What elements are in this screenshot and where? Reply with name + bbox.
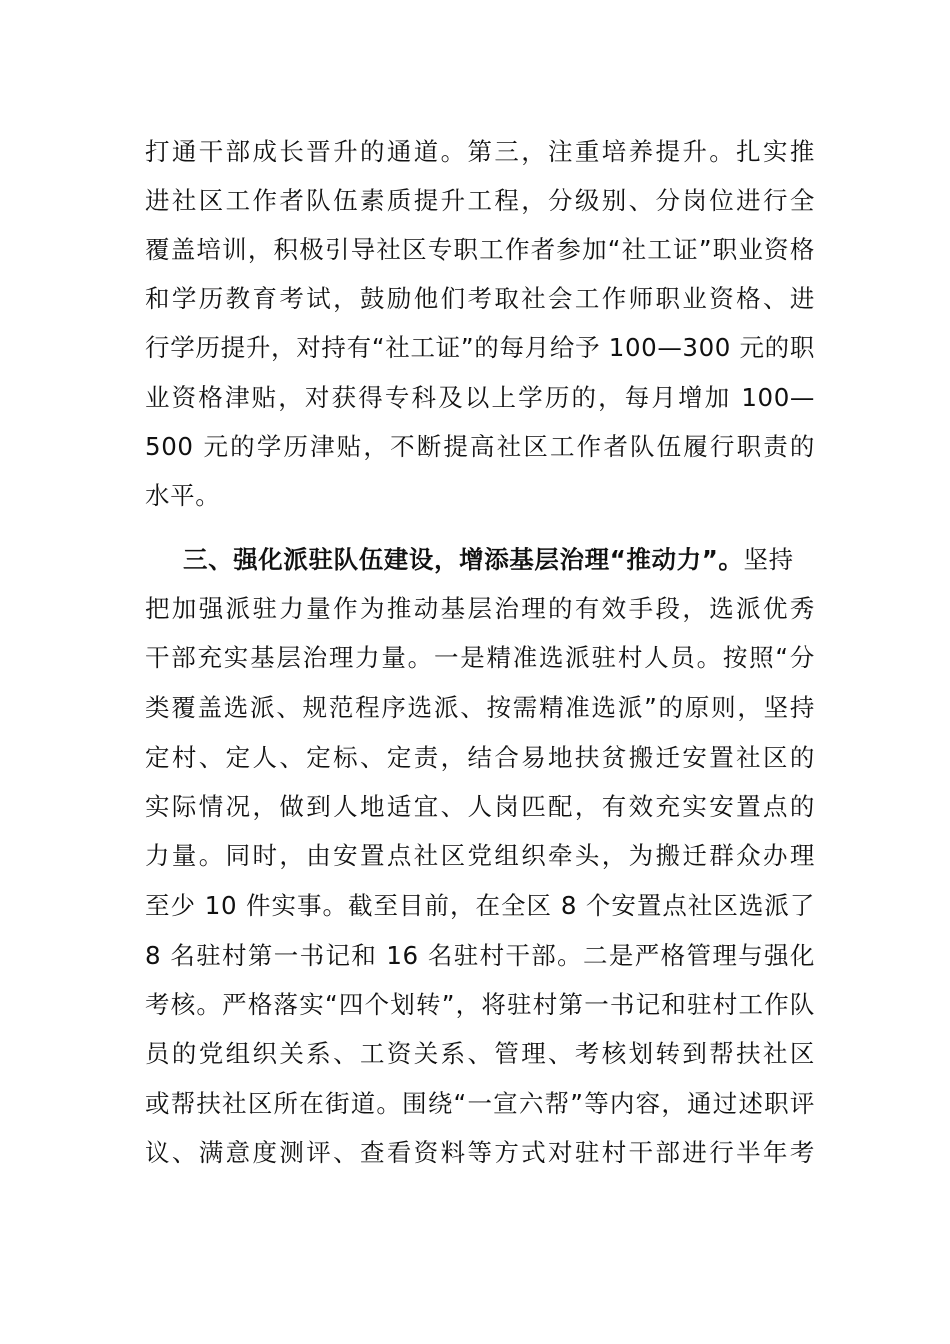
body-text-line: 水平。: [145, 481, 221, 510]
body-text-line: 打通干部成长晋升的通道。第三，注重培养提升。扎实推: [145, 137, 815, 166]
body-text-line: 定村、定人、定标、定责，结合易地扶贫搬迁安置社区的: [145, 743, 815, 772]
body-text-line: 类覆盖选派、规范程序选派、按需精准选派”的原则，坚持: [145, 693, 815, 722]
body-text-line: 实际情况，做到人地适宜、人岗匹配，有效充实安置点的: [145, 792, 815, 821]
body-text-line: 覆盖培训，积极引导社区专职工作者参加“社工证”职业资格: [145, 235, 815, 264]
body-text-line: 进社区工作者队伍素质提升工程，分级别、分岗位进行全: [145, 186, 815, 215]
body-text-line: 把加强派驻力量作为推动基层治理的有效手段，选派优秀: [145, 594, 815, 623]
body-text-line: 500 元的学历津贴，不断提高社区工作者队伍履行职责的: [145, 432, 815, 461]
heading-line-continuation: 坚持: [743, 545, 794, 574]
body-text-line: 干部充实基层治理力量。一是精准选派驻村人员。按照“分: [145, 643, 815, 672]
body-text-line: 至少 10 件实事。截至目前，在全区 8 个安置点社区选派了: [145, 891, 815, 920]
body-text-line: 考核。严格落实“四个划转”，将驻村第一书记和驻村工作队: [145, 990, 815, 1019]
body-text-line: 力量。同时，由安置点社区党组织牵头，为搬迁群众办理: [145, 841, 815, 870]
body-text-line: 8 名驻村第一书记和 16 名驻村干部。二是严格管理与强化: [145, 941, 815, 970]
body-text-line: 员的党组织关系、工资关系、管理、考核划转到帮扶社区: [145, 1039, 815, 1068]
body-text-line: 和学历教育考试，鼓励他们考取社会工作师职业资格、进: [145, 284, 815, 313]
body-text-line: 业资格津贴，对获得专科及以上学历的，每月增加 100—: [145, 383, 815, 412]
body-text-line: 或帮扶社区所在街道。围绕“一宣六帮”等内容，通过述职评: [145, 1089, 815, 1118]
section-heading-line: [183, 538, 805, 582]
section-heading: 三、强化派驻队伍建设，增添基层治理“推动力”。: [183, 545, 744, 574]
body-text-line: 行学历提升，对持有“社工证”的每月给予 100—300 元的职: [145, 333, 815, 362]
body-text-line: 议、满意度测评、查看资料等方式对驻村干部进行半年考: [145, 1138, 815, 1167]
